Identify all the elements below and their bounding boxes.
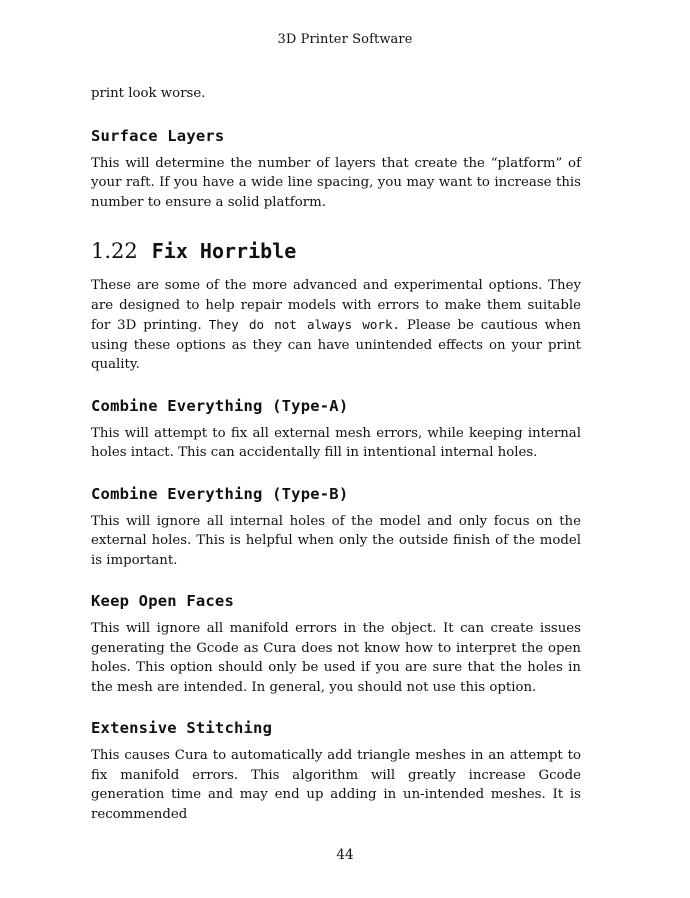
intro-emphasis-text: They do not always work.	[208, 317, 401, 332]
intro-text-before: These are some of the more advanced and experimental options. They are designed to help repair models with errors to make them suitable for 3D printing.	[91, 278, 581, 333]
page-content	[91, 84, 581, 824]
subsection-heading-combine-type-a: Combine Everything (Type-A)	[91, 396, 349, 415]
page-number: 44	[336, 847, 354, 863]
section-title: Fix Horrible	[151, 239, 297, 263]
subsection-heading-keep-open-faces: Keep Open Faces	[91, 592, 234, 610]
subsection-heading-combine-type-b: Combine Everything (Type-B)	[91, 484, 349, 503]
subsection-heading-extensive-stitching: Extensive Stitching	[91, 719, 273, 737]
extensive-stitching-paragraph: This causes Cura to automatically add triangle meshes in an attempt to fix manifold errors. This algorithm will greatly increase Gcode generation time and may end up adding in un-intended meshes. It is recommended	[91, 748, 581, 822]
combine-type-a-paragraph: This will attempt to fix all external mesh errors, while keeping internal holes intact. This can accidentally fill in intentional internal holes.	[91, 425, 581, 460]
combine-type-b-paragraph: This will ignore all internal holes of the model and only focus on the external holes. This is helpful when only the outside finish of the model is important.	[91, 513, 581, 568]
keep-open-faces-paragraph: This will ignore all manifold errors in the object. It can create issues generating the Gcode as Cura does not know how to interpret the open holes. This option should only be used if you are sure that the holes in the mesh are intended. In general, you should not use this option.	[91, 621, 581, 695]
running-header: 3D Printer Software	[277, 32, 413, 47]
intro-text-after: Please be cautious when using these options as they can have unintended effects on your print quality.	[91, 318, 581, 372]
section-heading-fix-horrible	[91, 239, 581, 263]
surface-layers-paragraph: This will determine the number of layers that create the “platform” of your raft. If you have a wide line spacing, you may want to increase this number to ensure a solid platform.	[91, 155, 581, 210]
fix-horrible-intro-paragraph	[91, 276, 581, 375]
section-number: 1.22	[91, 239, 138, 263]
continuation-paragraph: print look worse.	[91, 86, 206, 101]
subsection-heading-surface-layers: Surface Layers	[91, 126, 225, 145]
